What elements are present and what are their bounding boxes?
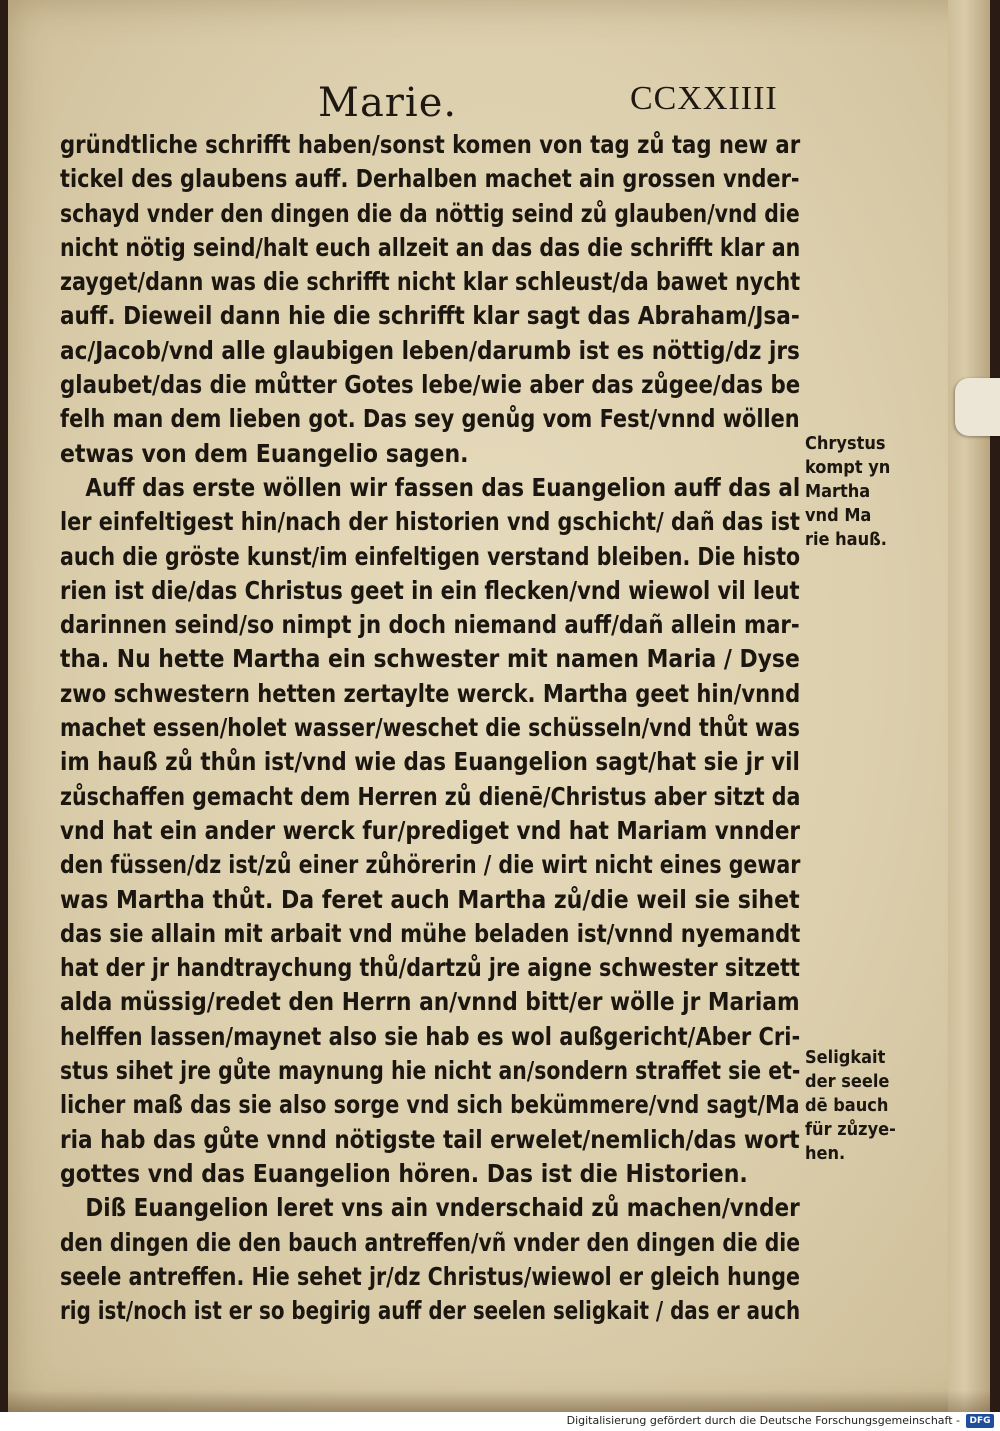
text-line: gründtliche schrifft haben/sonst komen von tag zů tag new ar (60, 130, 801, 159)
text-line: etwas von dem Euangelio sagen. (60, 438, 469, 468)
footer-bar (0, 1412, 1000, 1431)
page-marker-tab (955, 378, 1000, 436)
text-line: zůschaffen gemacht dem Herren zů dienē/Christus aber sitzt da (60, 781, 801, 811)
text-line: auff. Dieweil dann hie die schrifft klar sagt das Abraham/Jsa- (60, 301, 800, 331)
text-line: felh man dem lieben got. Das sey genůg vom Fest/vnnd wöllen (60, 404, 800, 434)
text-line: darinnen seind/so nimpt jn doch niemand auff/dañ allein mar- (60, 610, 800, 640)
main-text-block (60, 128, 800, 1328)
text-line: rien ist die/das Christus geet in ein flecken/vnd wiewol vil leut (60, 575, 800, 605)
funding-credit: Digitalisierung gefördert durch die Deutsche Forschungsgemeinschaft - (566, 1414, 960, 1427)
text-line: Auff das erste wöllen wir fassen das Euangelion auff das al (85, 472, 801, 502)
text-line: im hauß zů thůn ist/vnd wie das Euangelion sagt/hat sie jr vil (60, 747, 800, 777)
text-line: machet essen/holet wasser/weschet die schüsseln/vnd thůt was (60, 713, 800, 743)
running-header: Marie. (318, 80, 458, 126)
margin-note-line: Martha (805, 481, 871, 502)
text-line: glaubet/das die můtter Gotes lebe/wie aber das zůgee/das be (60, 370, 801, 400)
text-line: den dingen die den bauch antreffen/vñ vnder den dingen die die (60, 1227, 801, 1257)
margin-note-line: Chrystus (805, 433, 886, 454)
text-line: ler einfeltigest hin/nach der historien vnd gschicht/ dañ das ist (60, 507, 800, 537)
text-line: stus sihet jre gůte maynung hie nicht an/sondern straffet sie et- (60, 1056, 801, 1086)
margin-note-line: kompt yn (805, 457, 891, 478)
text-line: was Martha thůt. Da feret auch Martha zů/die weil sie sihet (60, 884, 800, 914)
margin-note-line: Seligkait (805, 1047, 886, 1068)
text-line: nicht nötig seind/halt euch allzeit an das das die schrifft klar an (60, 232, 801, 262)
margin-note-seligkait (805, 1046, 925, 1166)
page-bottom-shadow (8, 1390, 990, 1412)
text-line: Diß Euangelion leret vns ain vnderschaid zů machen/vnder (85, 1193, 800, 1223)
book-page (8, 0, 990, 1412)
text-line: helffen lassen/maynet also sie hab es wol außgericht/Aber Cri- (60, 1021, 801, 1051)
text-line: seele antreffen. Hie sehet jr/dz Christus/wiewol er gleich hunge (60, 1261, 800, 1291)
text-line: hat der jr handtraychung thů/dartzů jre aigne schwester sitzett (60, 953, 800, 983)
margin-note-line: für zůzye- (805, 1119, 896, 1140)
margin-note-line: hen. (805, 1143, 846, 1164)
text-line: tickel des glaubens auff. Derhalben machet ain grossen vnder- (60, 164, 800, 194)
text-line: vnd hat ein ander werck fur/prediget vnd hat Mariam vnnder (60, 815, 801, 845)
text-line: rig ist/noch ist er so begirig auff der seelen seligkait / das er auch (60, 1296, 801, 1326)
text-line: ac/Jacob/vnd alle glaubigen leben/darumb ist es nöttig/dz jrs (60, 335, 800, 365)
text-line: alda müssig/redet den Herrn an/vnnd bitt/er wölle jr Mariam (60, 987, 800, 1017)
text-line: schayd vnder den dingen die da nöttig seind zů glauben/vnd die (60, 198, 800, 228)
text-line: auch die gröste kunst/im einfeltigen verstand bleiben. Die histo (60, 541, 801, 571)
text-line: tha. Nu hette Martha ein schwester mit namen Maria / Dyse (60, 644, 800, 674)
text-line: licher maß das sie also sorge vnd sich bekümmere/vnd sagt/Ma (60, 1090, 800, 1120)
margin-note-line: dē bauch (805, 1095, 889, 1116)
text-line: zwo schwestern hetten zertaylte werck. Martha geet hin/vnnd (60, 678, 801, 708)
margin-note-line: rie hauß. (805, 529, 887, 550)
margin-note-christus (805, 432, 925, 552)
text-line: zayget/dann was die schrifft nicht klar schleust/da bawet nycht (60, 267, 801, 297)
margin-note-line: der seele (805, 1071, 890, 1092)
folio-number: CCXXIIII (630, 80, 778, 117)
text-line: ria hab das gůte vnnd nötigste tail erwelet/nemlich/das wort (60, 1124, 800, 1154)
text-line: gottes vnd das Euangelion hören. Das ist die Historien. (60, 1158, 748, 1188)
text-line: den füssen/dz ist/zů einer zůhörerin / die wirt nicht eines gewar (60, 850, 801, 880)
dfg-logo: DFG (966, 1414, 994, 1428)
text-line: das sie allain mit arbait vnd mühe beladen ist/vnnd nyemandt (60, 918, 801, 948)
margin-note-line: vnd Ma (805, 505, 872, 526)
